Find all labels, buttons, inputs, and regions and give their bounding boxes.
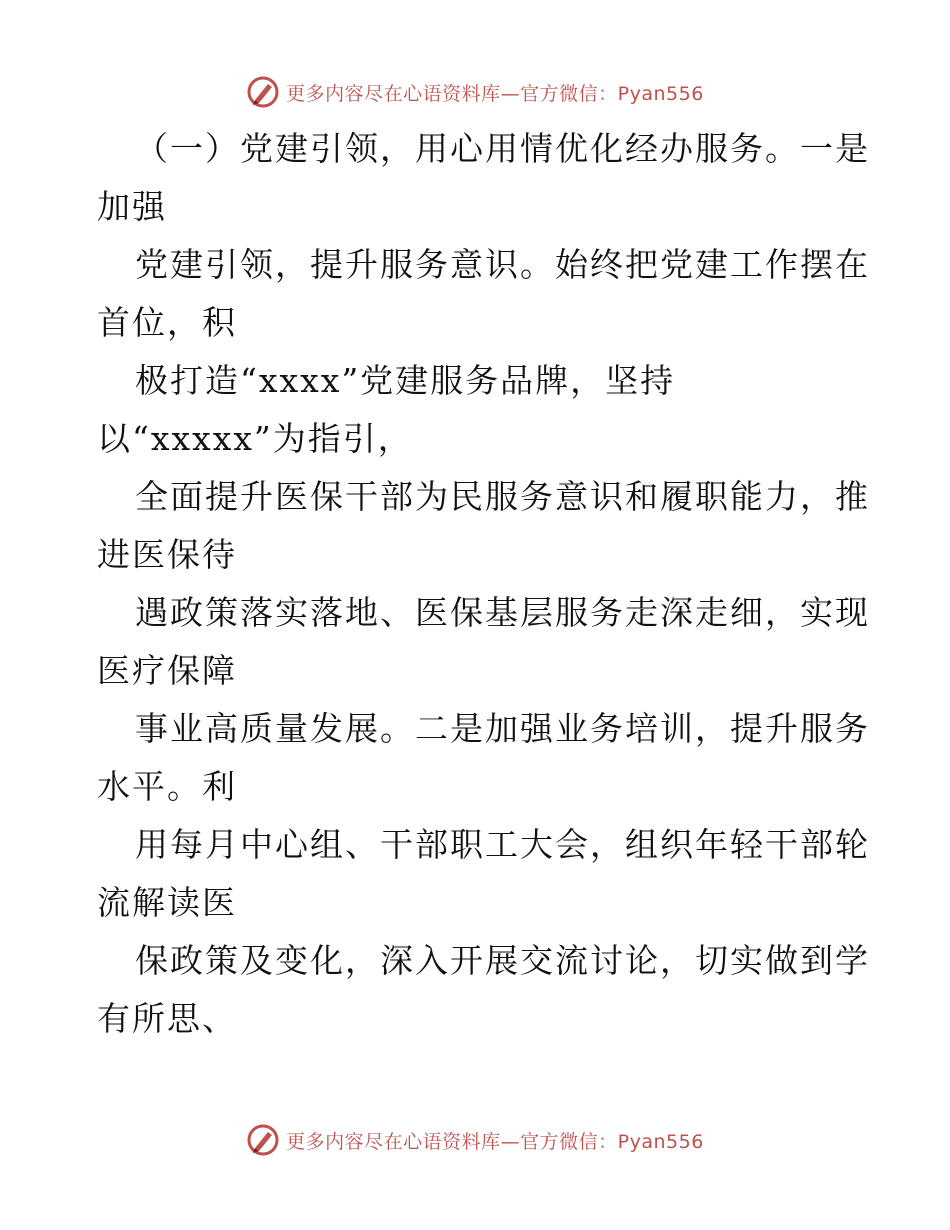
- text-line: 医疗保障: [97, 651, 237, 690]
- text-line: 党建引领，提升服务意识。始终把党建工作摆在: [135, 245, 870, 284]
- text-line: 事业高质量发展。二是加强业务培训，提升服务: [135, 709, 870, 748]
- text-line: 遇政策落实落地、医保基层服务走深走细，实现: [135, 593, 870, 632]
- text-line: 有所思、: [97, 999, 237, 1038]
- text-line: 进医保待: [97, 535, 237, 574]
- text-line: 全面提升医保干部为民服务意识和履职能力，推: [135, 477, 870, 516]
- text-line: 流解读医: [97, 883, 237, 922]
- footer-watermark: [0, 1120, 950, 1160]
- header-watermark: [0, 72, 950, 112]
- watermark-text: 更多内容尽在心语资料库—官方微信：Pyan556: [286, 1130, 704, 1153]
- pen-logo-icon: [246, 75, 280, 109]
- text-line: 保政策及变化，深入开展交流讨论，切实做到学: [135, 941, 870, 980]
- text-line: 以“xxxxx”为指引，: [97, 419, 413, 458]
- text-line: 极打造“xxxx”党建服务品牌，坚持: [135, 361, 676, 400]
- text-line: 首位，积: [97, 303, 237, 342]
- text-line: 加强: [97, 187, 167, 226]
- watermark-text: 更多内容尽在心语资料库—官方微信：Pyan556: [286, 82, 704, 105]
- text-line: 水平。利: [97, 767, 237, 806]
- pen-logo-icon: [246, 1123, 280, 1157]
- text-line: （一）党建引领，用心用情优化经办服务。一是: [135, 129, 870, 168]
- text-line: 用每月中心组、干部职工大会，组织年轻干部轮: [135, 825, 870, 864]
